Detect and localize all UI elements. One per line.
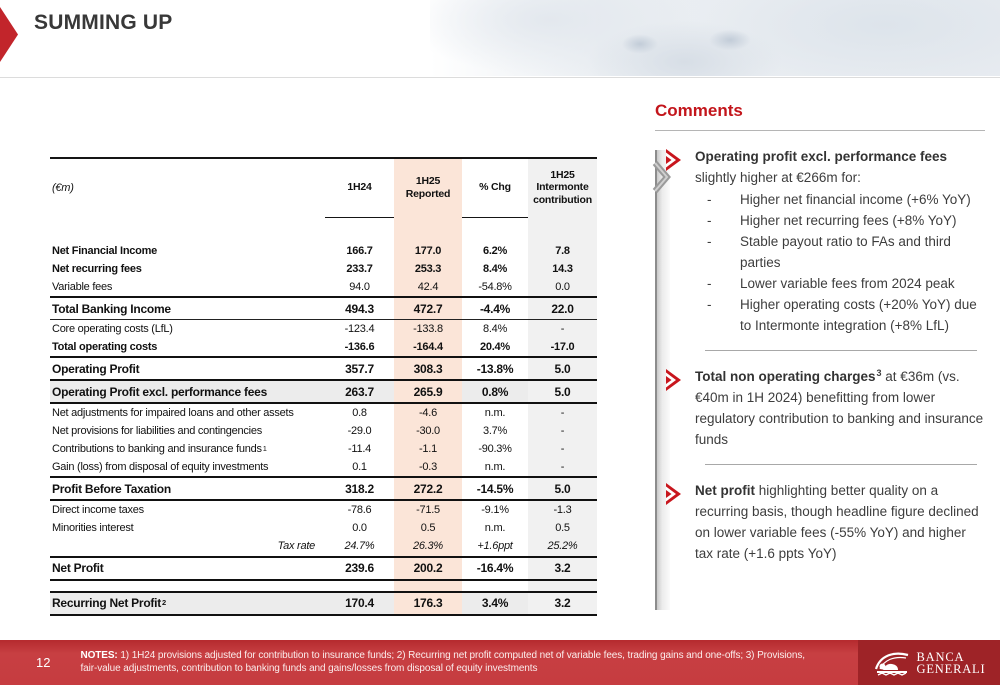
table-cell: -54.8% <box>478 281 512 293</box>
table-row <box>50 501 597 519</box>
table-cell <box>325 581 394 591</box>
table-cell: -78.6 <box>347 504 372 516</box>
table-cell: -16.4% <box>476 561 514 575</box>
table-cell: -136.6 <box>344 341 375 353</box>
table-cell: - <box>528 440 597 458</box>
table-row <box>50 558 597 581</box>
table-row <box>50 338 597 358</box>
header-band <box>0 0 1000 78</box>
table-cell: 166.7 <box>346 245 373 257</box>
table-row <box>50 458 597 478</box>
table-cell: -17.0 <box>528 338 597 356</box>
table-header-row <box>50 159 597 217</box>
table-cell: -11.4 <box>347 443 371 455</box>
table-cell: -14.5% <box>476 481 514 496</box>
table-cell: 3.2 <box>528 558 597 579</box>
table-cell: 0.5 <box>394 519 462 537</box>
table-cell: n.m. <box>484 522 506 534</box>
footer-notes <box>80 650 822 675</box>
table-cell: 22.0 <box>528 298 597 319</box>
logo-line2: GENERALI <box>916 661 986 676</box>
table-cell <box>394 581 462 591</box>
table-cell: 0.8 <box>352 407 367 419</box>
table-cell: n.m. <box>484 461 506 473</box>
comment-sub-item: - Higher operating costs (+20% YoY) due to Intermonte integration (+8% LfL) <box>707 297 977 333</box>
table-row <box>50 422 597 440</box>
table-row <box>50 519 597 537</box>
comment-text: Operating profit excl. performance fees slightly higher at €266m for: <box>695 149 948 185</box>
table-cell: 253.3 <box>394 260 462 278</box>
table-cell: - <box>528 320 597 338</box>
comments-divider <box>705 464 977 465</box>
table-row <box>50 537 597 558</box>
table-cell: -123.4 <box>344 323 375 335</box>
table-cell: +1.6ppt <box>477 540 513 553</box>
row-label: Direct income taxes <box>52 504 144 516</box>
row-label: Contributions to banking and insurance funds 1 <box>52 443 267 455</box>
table-cell: 5.0 <box>528 381 597 402</box>
table-cell: n.m. <box>484 407 506 419</box>
row-label: Minorities interest <box>52 522 134 534</box>
table-cell: -29.0 <box>347 425 372 437</box>
table-cell: -30.0 <box>394 422 462 440</box>
table-row <box>50 593 597 616</box>
title-arrow-icon <box>0 7 18 62</box>
row-label: Core operating costs (LfL) <box>52 323 173 335</box>
row-label: Net provisions for liabilities and contingencies <box>52 425 262 437</box>
row-label: Operating Profit excl. performance fees <box>50 381 325 402</box>
table-cell: -164.4 <box>394 338 462 356</box>
table-row <box>50 358 597 381</box>
table-cell: 26.3% <box>394 537 462 556</box>
row-label: Net Profit <box>52 561 104 575</box>
financial-table <box>50 157 597 616</box>
column-header-intermonte: 1H25 Intermonte contribution <box>528 159 597 218</box>
table-cell: 308.3 <box>394 358 462 379</box>
table-cell: 472.7 <box>394 298 462 319</box>
table-row <box>50 478 597 501</box>
table-cell: 357.7 <box>345 361 374 376</box>
red-chevron-icon <box>666 149 682 171</box>
table-cell: 3.4% <box>462 593 528 614</box>
table-cell: 272.2 <box>394 478 462 499</box>
table-cell: -4.6 <box>394 404 462 422</box>
winged-lion-icon <box>873 648 911 678</box>
row-label: Total operating costs <box>52 341 158 353</box>
comments-title: Comments <box>655 101 743 120</box>
table-cell: -133.8 <box>394 320 462 338</box>
row-label: Variable fees <box>52 281 113 293</box>
table-cell: 239.6 <box>345 561 374 575</box>
table-row <box>50 440 597 458</box>
table-cell: 42.4 <box>394 278 462 296</box>
row-label: Tax rate <box>277 540 315 553</box>
row-label: Total Banking Income <box>52 301 171 316</box>
row-label: Profit Before Taxation <box>52 481 171 496</box>
lion-background-image <box>430 0 1000 76</box>
table-row <box>50 260 597 278</box>
table-row <box>50 242 597 260</box>
comment-sub-item: - Lower variable fees from 2024 peak <box>707 276 955 291</box>
table-cell: -1.1 <box>394 440 462 458</box>
table-row <box>50 298 597 320</box>
table-cell: - <box>528 458 597 476</box>
table-row <box>50 404 597 422</box>
comments-title-rule <box>655 130 985 131</box>
table-cell: 20.4% <box>480 341 510 353</box>
table-cell: -1.3 <box>528 501 597 519</box>
footer-bar <box>0 640 1000 685</box>
comment-sub-item: - Stable payout ratio to FAs and third parties <box>707 234 951 270</box>
row-label <box>50 581 325 591</box>
row-label: Operating Profit <box>52 361 140 376</box>
red-chevron-icon <box>666 369 682 391</box>
red-chevron-icon <box>666 483 682 505</box>
table-row <box>50 581 597 593</box>
table-cell: 0.1 <box>352 461 367 473</box>
row-label: Gain (loss) from disposal of equity investments <box>52 461 269 473</box>
table-cell: 3.2 <box>528 593 597 614</box>
table-cell: 8.4% <box>482 323 508 335</box>
row-label: Net adjustments for impaired loans and other assets <box>52 407 294 419</box>
logo-line1: BANCA <box>916 649 965 664</box>
table-cell: 8.4% <box>482 263 508 275</box>
comment-text: Total non operating charges$^3$ at €36m (vs. €40m in 1H 2024) benefitting from lower regulatory contribution to banking and insurance funds <box>695 367 984 447</box>
table-cell: -71.5 <box>394 501 462 519</box>
table-row <box>50 278 597 298</box>
table-cell: - <box>528 404 597 422</box>
table-cell: 24.7% <box>344 540 375 553</box>
comments-divider <box>705 350 977 351</box>
table-cell: 177.0 <box>394 242 462 260</box>
table-row <box>50 320 597 338</box>
table-cell: 265.9 <box>394 381 462 402</box>
table-cell: -90.3% <box>478 443 512 455</box>
table-cell: 233.7 <box>346 263 373 275</box>
table-cell: -9.1% <box>481 504 509 516</box>
table-cell: 5.0 <box>528 478 597 499</box>
comment-bullet <box>695 366 987 450</box>
table-cell: 0.0 <box>352 522 367 534</box>
table-cell: 3.7% <box>482 425 508 437</box>
comments-panel <box>655 101 987 564</box>
table-cell: -13.8% <box>476 361 514 376</box>
comment-bullet <box>695 146 987 336</box>
table-cell: 263.7 <box>325 381 394 402</box>
page-number: 12 <box>36 655 51 670</box>
table-cell: 176.3 <box>394 593 462 614</box>
comment-text: Net profit highlighting better quality on a recurring basis, though headline figure declined on lower variable fees (-55% YoY) and higher tax rate (+1.6 ppts YoY) <box>695 483 979 561</box>
table-cell: 94.0 <box>349 281 370 293</box>
table-cell: 0.8% <box>462 381 528 402</box>
comment-bullet <box>695 480 987 564</box>
table-cell: 25.2% <box>528 537 597 556</box>
table-cell: 6.2% <box>482 245 508 257</box>
table-spacer-row <box>50 217 597 242</box>
row-label: Net recurring fees <box>52 263 142 275</box>
row-label: Net Financial Income <box>52 245 158 257</box>
table-cell <box>528 581 597 591</box>
table-cell: -4.4% <box>479 301 511 316</box>
column-header-1h25-reported: 1H25 Reported <box>394 159 462 218</box>
table-cell: 170.4 <box>325 593 394 614</box>
table-cell: 318.2 <box>345 481 374 496</box>
logo-wordmark <box>917 651 986 675</box>
table-row <box>50 381 597 404</box>
column-header-chg: % Chg <box>462 159 528 218</box>
notes-text: 1) 1H24 provisions adjusted for contribution to insurance funds; 2) Recurring net profit computed net of variable fees, trading gains and one-offs; 3) Provisions, fair-value adjustments, contribution to banking funds and gains/losses from disposal of equity investments <box>80 650 805 674</box>
notes-label: NOTES: <box>80 650 118 661</box>
table-cell <box>462 581 528 591</box>
table-cell: -0.3 <box>394 458 462 476</box>
page-title: SUMMING UP <box>34 11 173 34</box>
table-cell: 0.5 <box>528 519 597 537</box>
table-cell: 494.3 <box>345 301 374 316</box>
row-label: Recurring Net Profit 2 <box>50 593 325 614</box>
comments-body <box>655 146 987 564</box>
comment-sub-item: - Higher net financial income (+6% YoY) <box>707 192 971 207</box>
comment-sub-item: - Higher net recurring fees (+8% YoY) <box>707 213 957 228</box>
table-cell: 5.0 <box>528 358 597 379</box>
banca-generali-logo <box>858 640 1000 685</box>
column-header-1h24: 1H24 <box>325 159 394 218</box>
table-cell: 0.0 <box>528 278 597 296</box>
table-cell: - <box>528 422 597 440</box>
table-cell: 200.2 <box>394 558 462 579</box>
table-unit-label: (€m) <box>52 182 74 194</box>
table-cell: 7.8 <box>528 242 597 260</box>
table-cell: 14.3 <box>528 260 597 278</box>
